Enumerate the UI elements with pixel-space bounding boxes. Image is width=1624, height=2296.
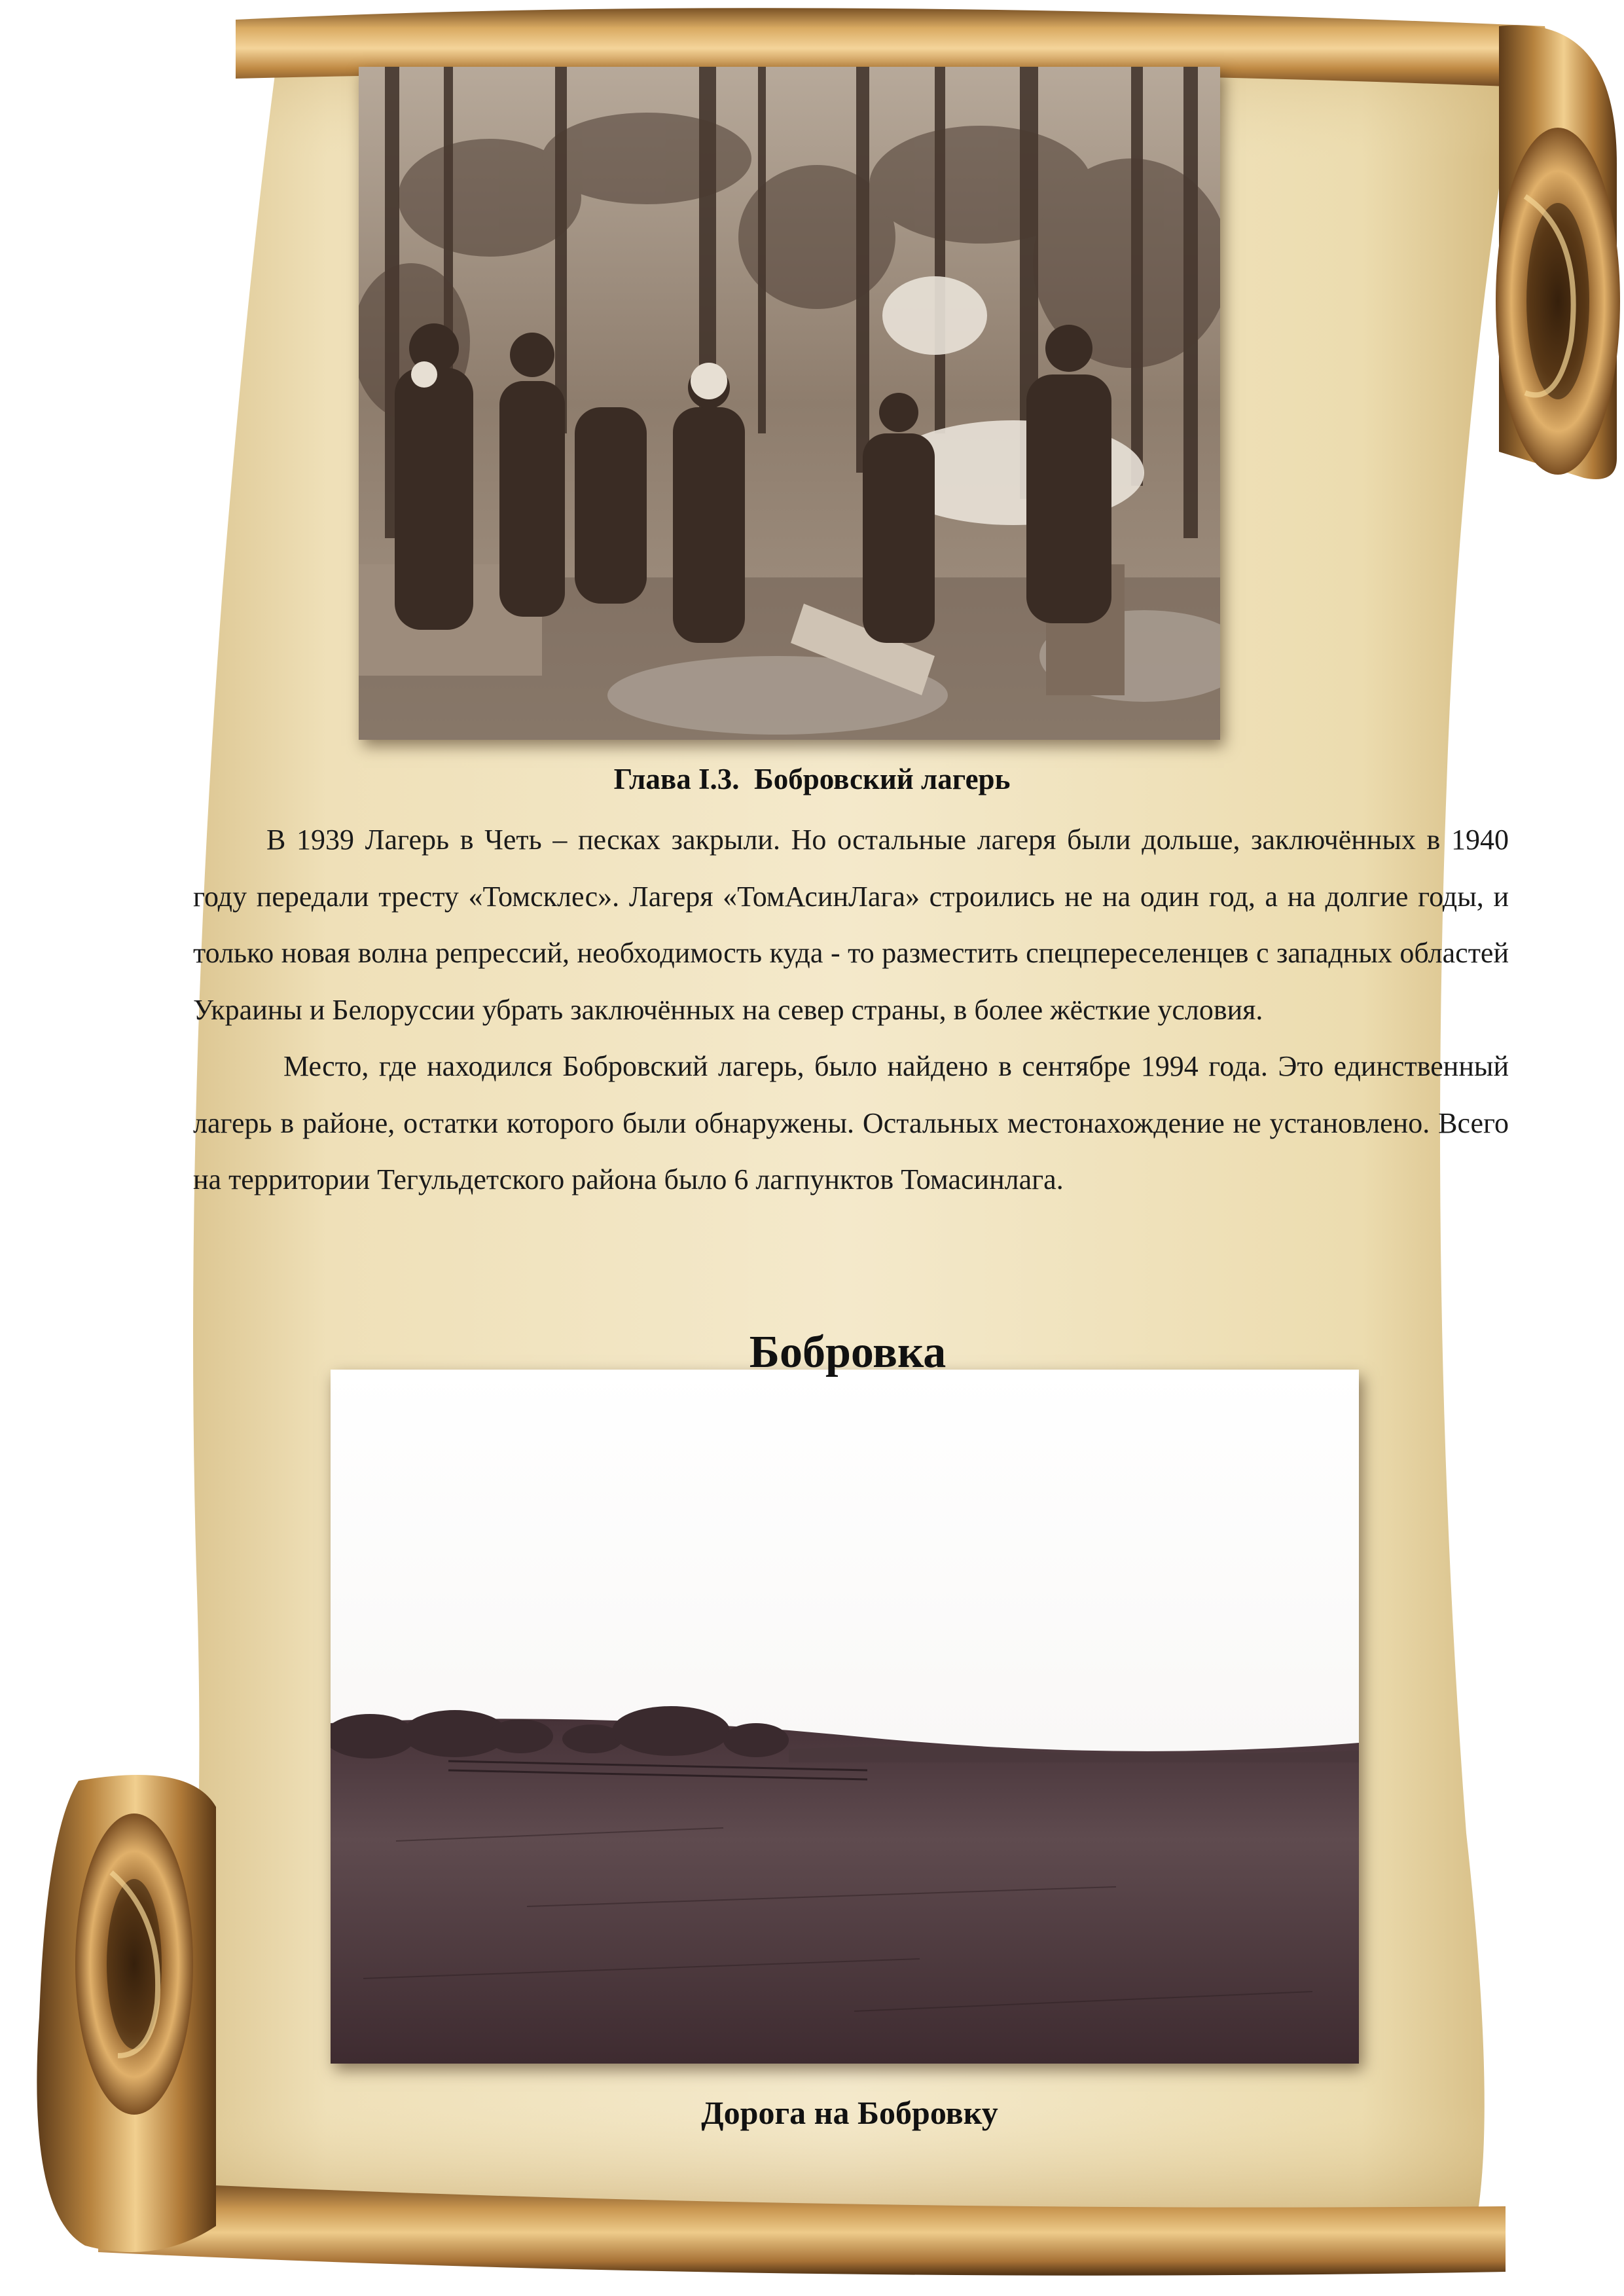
section-heading: Бобровка — [749, 1327, 947, 1377]
body-text — [193, 812, 1509, 1209]
forest-workers-photo — [359, 67, 1220, 740]
chapter-title: Глава I.3. Бобровский лагерь — [613, 763, 1011, 795]
paragraph-2: Место, где находился Бобровский лагерь, было найдено в сентябре 1994 года. Это единственный лагерь в районе, остатки которого были обнаружены. Остальных местонахождение не установлено. Всего на территории Тегульдетского района было 6 лагпунктов Томасинлага. — [193, 1050, 1509, 1195]
photo-caption: Дорога на Бобровку — [701, 2094, 998, 2131]
paragraph-1: В 1939 Лагерь в Четь – песках закрыли. Но остальные лагеря были дольше, заключённых в 1940 году передали тресту «Томсклес». Лагеря «ТомАсинЛага» строились не на один год, а на долгие годы, и только новая волна репрессий, необходимость куда - то разместить спецпереселенцев с западных областей Украины и Белоруссии убрать заключённых на север страны, в более жёсткие условия. — [193, 824, 1509, 1026]
road-to-bobrovka-photo — [331, 1370, 1359, 2064]
